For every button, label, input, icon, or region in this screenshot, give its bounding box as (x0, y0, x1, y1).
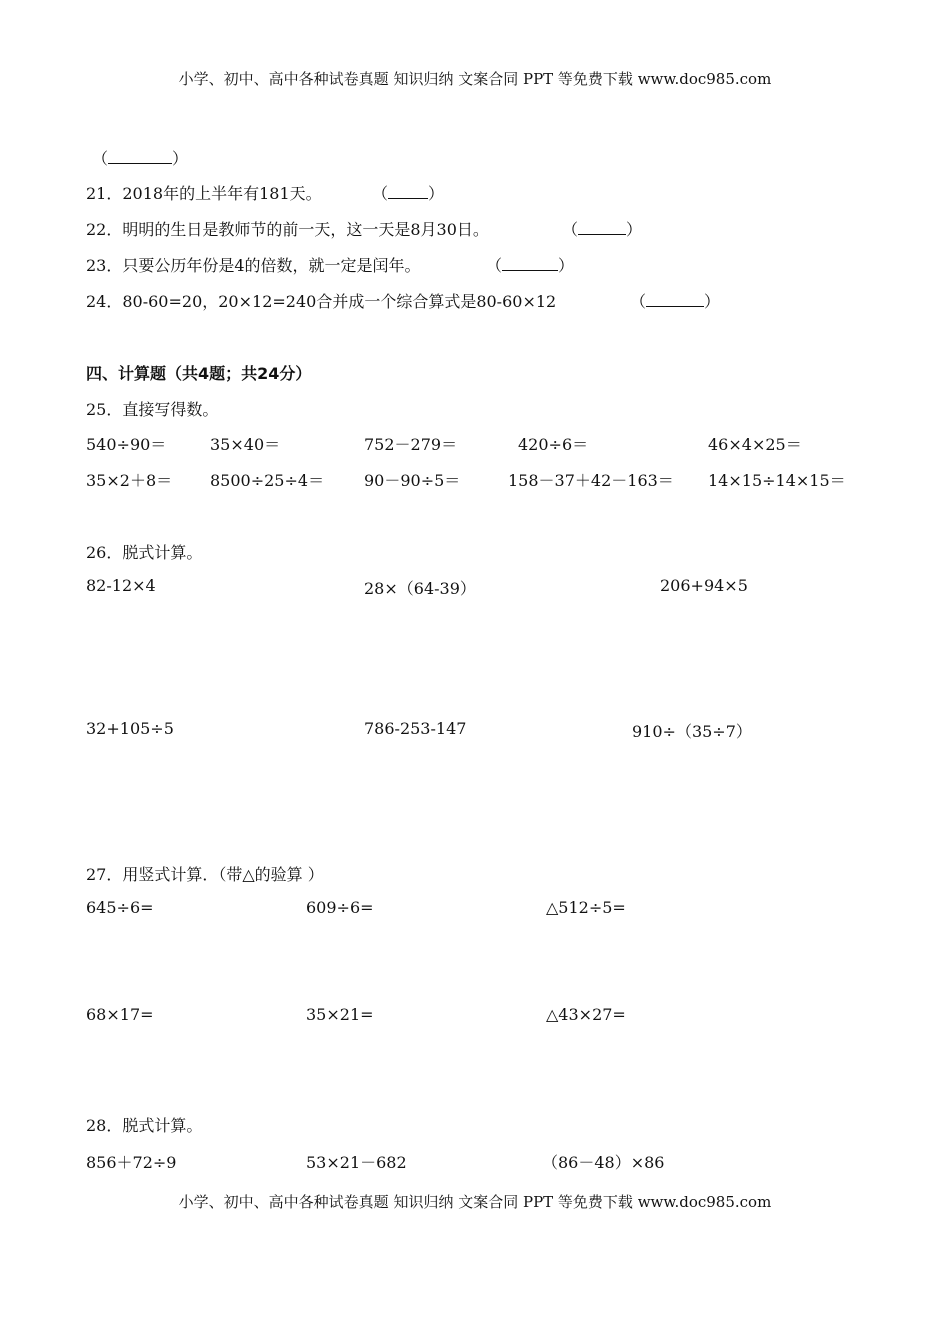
question-24: 24．80-60=20，20×12=240合并成一个综合算式是80-60×12 (86, 292, 557, 311)
q25-item: 46×4×25＝ (708, 435, 802, 454)
answer-blank[interactable] (502, 258, 558, 271)
q27-item: 68×17= (86, 1005, 154, 1024)
q28-item: 856＋72÷9 (86, 1153, 177, 1172)
q27-item: 609÷6= (306, 898, 374, 917)
question-22-blank: （ ） (562, 220, 643, 239)
q25-item: 14×15÷14×15＝ (708, 471, 846, 490)
answer-blank[interactable] (388, 186, 428, 199)
q26-item: 32+105÷5 (86, 719, 174, 738)
q25-item: 90－90÷5＝ (364, 471, 461, 490)
q25-item: 35×40＝ (210, 435, 281, 454)
q27-item: △512÷5= (546, 898, 626, 917)
question-24-blank: （ ） (630, 292, 721, 311)
q27-item: 645÷6= (86, 898, 154, 917)
page-footer: 小学、初中、高中各种试卷真题 知识归纳 文案合同 PPT 等免费下载 www.doc985.com (178, 1193, 772, 1211)
q26-item: 910÷（35÷7） (632, 722, 752, 741)
q25-item: 420÷6＝ (518, 435, 589, 454)
q25-row-1 (0, 432, 950, 456)
q27-row-2 (0, 1005, 950, 1029)
answer-blank[interactable] (578, 222, 626, 235)
q27-row-1 (0, 898, 950, 922)
q26-item: 786-253-147 (364, 719, 467, 738)
q26-row-1 (0, 576, 950, 600)
q28-item: （86－48）×86 (542, 1153, 665, 1172)
question-26-title: 26．脱式计算。 (86, 543, 203, 562)
question-23-blank: （ ） (486, 256, 575, 275)
q25-item: 35×2＋8＝ (86, 471, 173, 490)
answer-blank[interactable] (646, 294, 704, 307)
question-27-title: 27．用竖式计算．（带△的验算 ） (86, 865, 324, 884)
q28-row-1 (0, 1150, 950, 1174)
q25-item: 752－279＝ (364, 435, 458, 454)
q26-item: 206+94×5 (660, 576, 748, 595)
question-22: 22．明明的生日是教师节的前一天，这一天是8月30日。 (86, 220, 489, 239)
q27-item: △43×27= (546, 1005, 626, 1024)
q26-item: 82-12×4 (86, 576, 156, 595)
q26-item: 28×（64-39） (364, 579, 476, 598)
question-21-blank: （ ） (372, 184, 445, 203)
q28-item: 53×21－682 (306, 1153, 407, 1172)
answer-blank[interactable] (108, 151, 172, 164)
q25-item: 540÷90＝ (86, 435, 167, 454)
question-23: 23．只要公历年份是4的倍数，就一定是闰年。 (86, 256, 421, 275)
q25-item: 158－37＋42－163＝ (508, 471, 674, 490)
question-28-title: 28．脱式计算。 (86, 1116, 203, 1135)
question-21: 21．2018年的上半年有181天。 (86, 184, 322, 203)
q25-item: 8500÷25÷4＝ (210, 471, 325, 490)
section-title: 四、计算题（共4题；共24分） (86, 364, 312, 383)
q26-row-2 (0, 719, 950, 743)
leading-answer-blank: （ ） (92, 149, 189, 168)
q27-item: 35×21= (306, 1005, 374, 1024)
page-header: 小学、初中、高中各种试卷真题 知识归纳 文案合同 PPT 等免费下载 www.doc985.com (178, 70, 772, 88)
question-25-title: 25．直接写得数。 (86, 400, 219, 419)
q25-row-2 (0, 468, 950, 492)
